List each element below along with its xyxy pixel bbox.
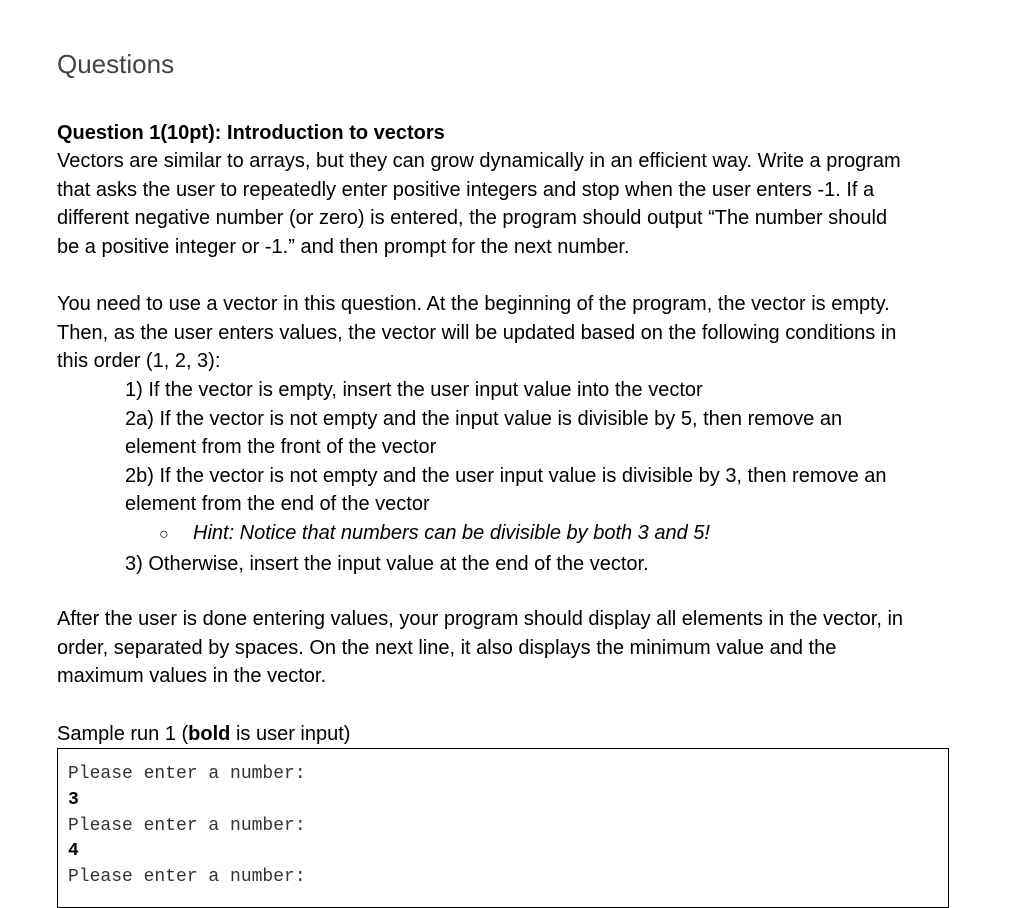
output-paragraph — [57, 605, 957, 691]
output-line: maximum values in the vector. — [57, 665, 326, 688]
vector-line: this order (1, 2, 3): — [57, 350, 221, 373]
sample-label-bold: bold — [188, 723, 231, 745]
prompt-line: Please enter a number: — [68, 764, 306, 784]
sample-label-prefix: Sample run 1 ( — [57, 723, 189, 745]
condition-2a: 2a) If the vector is not empty and the input value is divisible by 5, then remove an — [125, 407, 843, 430]
vector-line: You need to use a vector in this question. At the beginning of the program, the vector is empty. — [57, 293, 890, 315]
condition-1: 1) If the vector is empty, insert the user input value into the vector — [125, 379, 703, 401]
sample-label-suffix: is user input) — [230, 723, 351, 745]
question-title: Question 1(10pt): Introduction to vectors — [57, 122, 445, 144]
condition-2b-cont: element from the end of the vector — [125, 493, 430, 516]
condition-2b: 2b) If the vector is not empty and the user input value is divisible by 3, then remove an — [125, 464, 887, 487]
condition-3: 3) Otherwise, insert the input value at the end of the vector. — [125, 552, 649, 575]
output-line: After the user is done entering values, your program should display all elements in the vector, in — [57, 608, 904, 630]
intro-line: different negative number (or zero) is entered, the program should output “The number should — [57, 207, 888, 230]
intro-paragraph — [57, 147, 957, 261]
vector-paragraph — [57, 290, 957, 376]
output-line: order, separated by spaces. On the next line, it also displays the minimum value and the — [57, 636, 837, 659]
user-input-line: 3 — [68, 789, 79, 810]
hollow-bullet-icon: ○ — [159, 525, 169, 543]
prompt-line: Please enter a number: — [68, 815, 306, 836]
section-title: Questions — [57, 49, 175, 79]
conditions-list — [125, 376, 887, 578]
intro-line: Vectors are similar to arrays, but they can grow dynamically in an efficient way. Write a program — [57, 150, 901, 172]
vector-line: Then, as the user enters values, the vector will be updated based on the following conditions in — [57, 321, 897, 344]
prompt-line: Please enter a number: — [68, 867, 306, 888]
sample-run-output — [68, 762, 306, 891]
hint-item — [125, 519, 887, 550]
sample-run-box — [57, 748, 949, 908]
intro-line: that asks the user to repeatedly enter positive integers and stop when the user enters -1. If a — [57, 178, 875, 201]
intro-line: be a positive integer or -1.” and then prompt for the next number. — [57, 235, 630, 258]
condition-2a-cont: element from the front of the vector — [125, 436, 437, 459]
user-input-line: 4 — [68, 841, 79, 862]
hint-text: Hint: Notice that numbers can be divisible by both 3 and 5! — [193, 521, 710, 544]
sample-run-label — [57, 720, 350, 748]
